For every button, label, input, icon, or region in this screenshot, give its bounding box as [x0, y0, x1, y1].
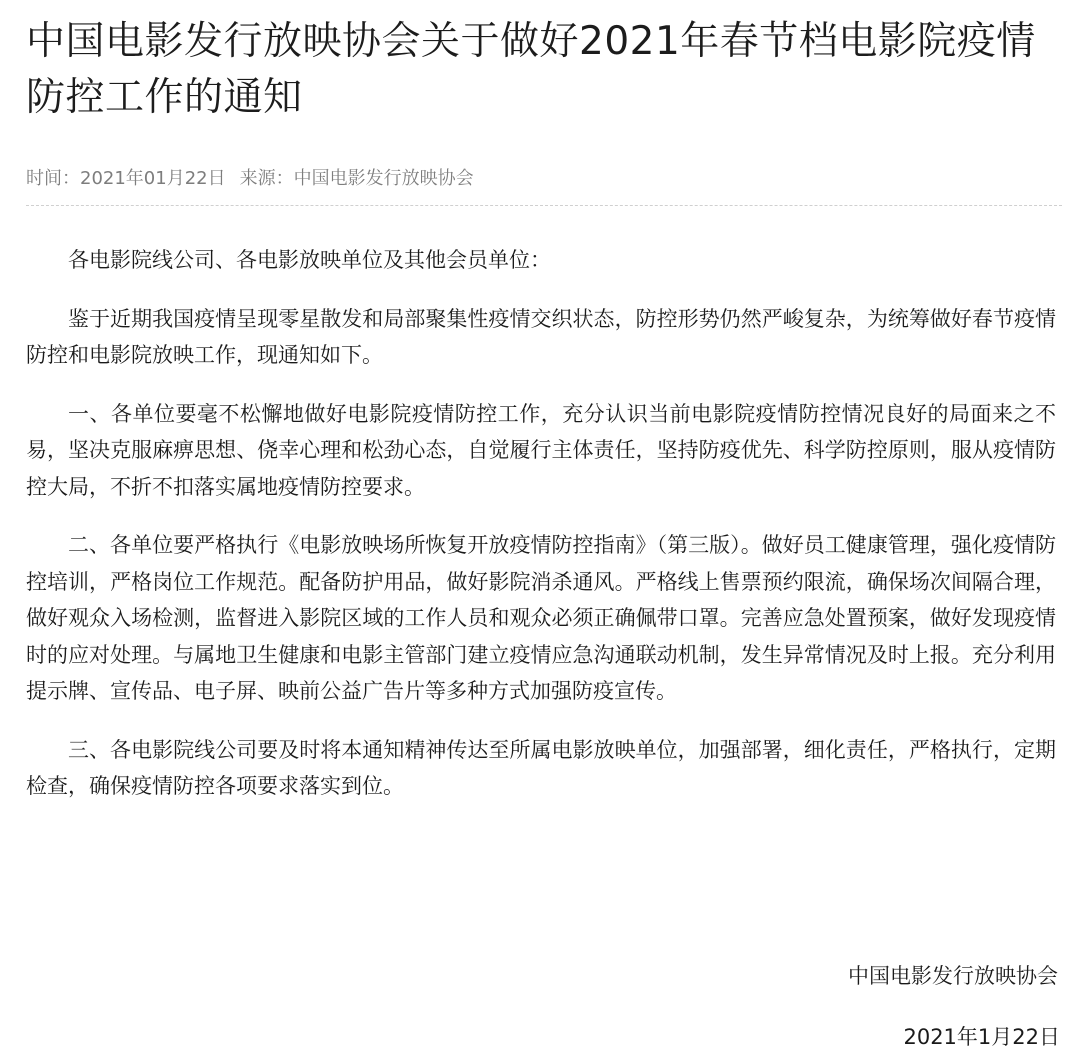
article-body: [26, 242, 1056, 827]
salutation-paragraph: 各电影院线公司、各电影放映单位及其他会员单位：: [68, 248, 551, 272]
signature-date: 2021年1月22日: [903, 1025, 1060, 1049]
time-label: 时间：: [26, 168, 80, 189]
intro-paragraph: 鉴于近期我国疫情呈现零星散发和局部聚集性疫情交织状态，防控形势仍然严峻复杂，为统筹做好春节疫情防控和电影院放映工作，现通知如下。: [26, 306, 1056, 367]
item-three-paragraph: 三、各电影院线公司要及时将本通知精神传达至所属电影放映单位，加强部署，细化责任，严格执行，定期检查，确保疫情防控各项要求落实到位。: [26, 737, 1056, 798]
source-label: 来源：: [239, 168, 294, 189]
publish-date: 2021年01月22日: [80, 168, 226, 189]
signature: 中国电影发行放映协会: [848, 964, 1058, 988]
meta-divider: [26, 205, 1062, 206]
item-two-paragraph: 二、各单位要严格执行《电影放映场所恢复开放疫情防控指南》（第三版）。做好员工健康管理，强化疫情防控培训，严格岗位工作规范。配备防护用品，做好影院消杀通风。严格线上售票预约限流，确保场次间隔合理，做好观众入场检测，监督进入影院区域的工作人员和观众必须正确佩带口罩。完善应急处置预案，做好发现疫情时的应对处理。与属地卫生健康和电影主管部门建立疫情应急沟通联动机制，发生异常情况及时上报。充分利用提示牌、宣传品、电子屏、映前公益广告片等多种方式加强防疫宣传。: [26, 533, 1056, 703]
article-meta: [26, 166, 474, 192]
item-one-paragraph: 一、各单位要毫不松懈地做好电影院疫情防控工作，充分认识当前电影院疫情防控情况良好的局面来之不易，坚决克服麻痹思想、侥幸心理和松劲心态，自觉履行主体责任，坚持防疫优先、科学防控原则，服从疫情防控大局，不折不扣落实属地疫情防控要求。: [26, 401, 1056, 499]
source-name: 中国电影发行放映协会: [293, 168, 474, 189]
article-title: 中国电影发行放映协会关于做好2021年春节档电影院疫情防控工作的通知: [26, 19, 1036, 120]
